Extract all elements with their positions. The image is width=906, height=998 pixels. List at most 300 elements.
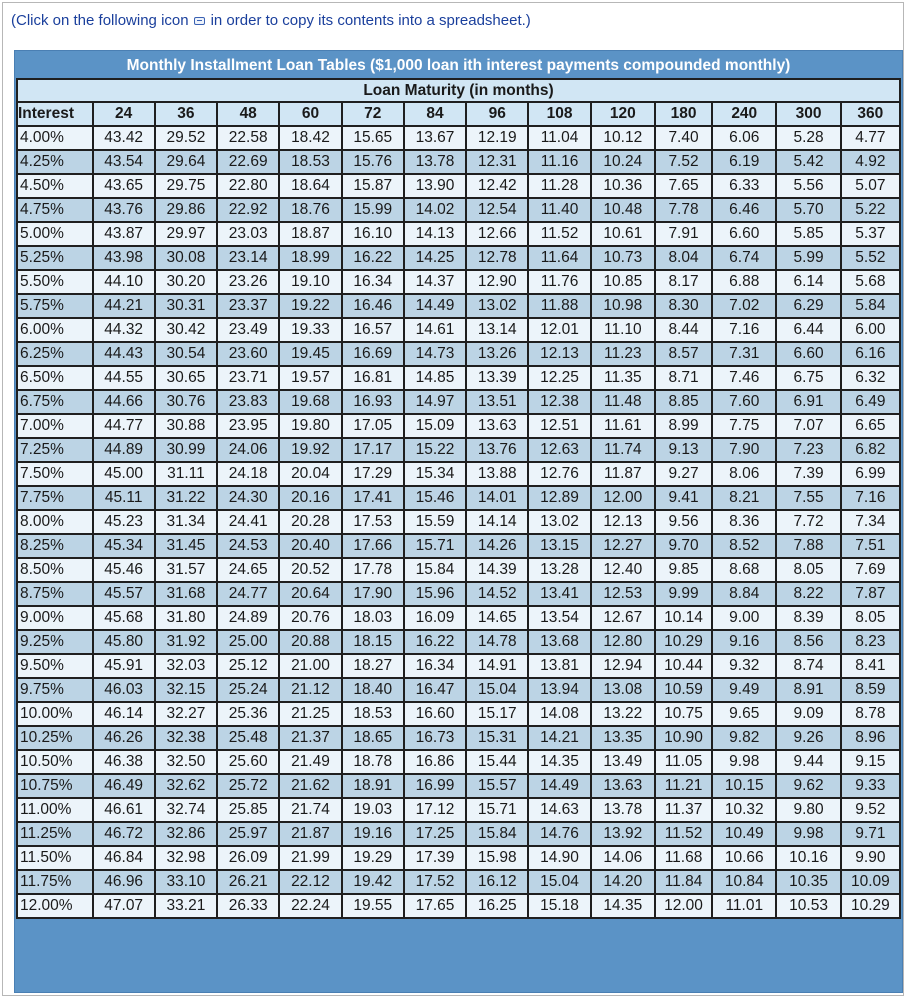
payment-cell: 44.77 [93, 414, 155, 438]
payment-cell: 13.08 [591, 678, 655, 702]
column-header-108: 108 [528, 102, 590, 126]
payment-cell: 45.91 [93, 654, 155, 678]
payment-cell: 6.00 [841, 318, 900, 342]
payment-cell: 21.49 [279, 750, 341, 774]
payment-cell: 4.77 [841, 126, 900, 150]
payment-cell: 25.97 [217, 822, 279, 846]
payment-cell: 13.67 [404, 126, 466, 150]
payment-cell: 12.13 [591, 510, 655, 534]
payment-cell: 15.99 [342, 198, 404, 222]
payment-cell: 31.68 [155, 582, 217, 606]
payment-cell: 13.63 [591, 774, 655, 798]
table-row [17, 246, 900, 270]
payment-cell: 21.87 [279, 822, 341, 846]
payment-cell: 14.97 [404, 390, 466, 414]
payment-cell: 16.22 [342, 246, 404, 270]
interest-rate-cell: 10.00% [17, 702, 93, 726]
payment-cell: 20.04 [279, 462, 341, 486]
payment-cell: 8.39 [776, 606, 840, 630]
payment-cell: 32.27 [155, 702, 217, 726]
column-header-120: 120 [591, 102, 655, 126]
payment-cell: 16.73 [404, 726, 466, 750]
payment-cell: 31.92 [155, 630, 217, 654]
payment-cell: 6.33 [712, 174, 776, 198]
interest-rate-cell: 5.50% [17, 270, 93, 294]
table-row [17, 870, 900, 894]
payment-cell: 15.57 [466, 774, 528, 798]
payment-cell: 8.96 [841, 726, 900, 750]
payment-cell: 44.21 [93, 294, 155, 318]
payment-cell: 9.71 [841, 822, 900, 846]
payment-cell: 15.65 [342, 126, 404, 150]
payment-cell: 7.60 [712, 390, 776, 414]
payment-cell: 14.78 [466, 630, 528, 654]
payment-cell: 12.25 [528, 366, 590, 390]
table-row [17, 294, 900, 318]
payment-cell: 11.64 [528, 246, 590, 270]
payment-cell: 6.06 [712, 126, 776, 150]
column-header-240: 240 [712, 102, 776, 126]
payment-cell: 25.36 [217, 702, 279, 726]
payment-cell: 19.29 [342, 846, 404, 870]
payment-cell: 7.55 [776, 486, 840, 510]
interest-rate-cell: 9.00% [17, 606, 93, 630]
payment-cell: 18.91 [342, 774, 404, 798]
payment-cell: 19.92 [279, 438, 341, 462]
payment-cell: 8.41 [841, 654, 900, 678]
payment-cell: 14.35 [528, 750, 590, 774]
payment-cell: 9.90 [841, 846, 900, 870]
table-title: Monthly Installment Loan Tables ($1,000 loan ith interest payments compounded monthly) [126, 57, 791, 74]
payment-cell: 22.58 [217, 126, 279, 150]
copy-instruction [11, 12, 531, 30]
payment-cell: 9.99 [655, 582, 712, 606]
payment-cell: 11.52 [655, 822, 712, 846]
payment-cell: 7.23 [776, 438, 840, 462]
payment-cell: 9.33 [841, 774, 900, 798]
payment-cell: 7.46 [712, 366, 776, 390]
payment-cell: 46.72 [93, 822, 155, 846]
payment-cell: 13.76 [466, 438, 528, 462]
payment-cell: 14.52 [466, 582, 528, 606]
payment-cell: 46.03 [93, 678, 155, 702]
interest-rate-cell: 11.50% [17, 846, 93, 870]
interest-rate-cell: 6.50% [17, 366, 93, 390]
payment-cell: 14.26 [466, 534, 528, 558]
table-row [17, 846, 900, 870]
payment-cell: 6.82 [841, 438, 900, 462]
payment-cell: 29.52 [155, 126, 217, 150]
payment-cell: 9.32 [712, 654, 776, 678]
table-row [17, 654, 900, 678]
payment-cell: 21.62 [279, 774, 341, 798]
payment-cell: 18.42 [279, 126, 341, 150]
payment-cell: 16.25 [466, 894, 528, 918]
payment-cell: 23.14 [217, 246, 279, 270]
payment-cell: 5.99 [776, 246, 840, 270]
payment-cell: 10.09 [841, 870, 900, 894]
payment-cell: 19.42 [342, 870, 404, 894]
payment-cell: 45.68 [93, 606, 155, 630]
payment-cell: 23.71 [217, 366, 279, 390]
payment-cell: 15.31 [466, 726, 528, 750]
column-header-360: 360 [841, 102, 900, 126]
payment-cell: 19.03 [342, 798, 404, 822]
payment-cell: 5.85 [776, 222, 840, 246]
payment-cell: 24.30 [217, 486, 279, 510]
payment-cell: 7.16 [712, 318, 776, 342]
table-row [17, 150, 900, 174]
payment-cell: 13.78 [591, 798, 655, 822]
payment-cell: 14.90 [528, 846, 590, 870]
payment-cell: 9.00 [712, 606, 776, 630]
payment-cell: 46.96 [93, 870, 155, 894]
payment-cell: 46.61 [93, 798, 155, 822]
payment-cell: 19.16 [342, 822, 404, 846]
payment-cell: 17.17 [342, 438, 404, 462]
payment-cell: 12.67 [591, 606, 655, 630]
payment-cell: 16.60 [404, 702, 466, 726]
column-header-48: 48 [217, 102, 279, 126]
payment-cell: 14.63 [528, 798, 590, 822]
payment-cell: 8.23 [841, 630, 900, 654]
payment-cell: 14.49 [404, 294, 466, 318]
interest-rate-cell: 6.25% [17, 342, 93, 366]
payment-cell: 5.52 [841, 246, 900, 270]
instruction-text-before: (Click on the following icon [11, 12, 189, 29]
table-row [17, 510, 900, 534]
payment-cell: 7.51 [841, 534, 900, 558]
payment-cell: 46.84 [93, 846, 155, 870]
payment-cell: 9.09 [776, 702, 840, 726]
payment-cell: 9.65 [712, 702, 776, 726]
table-row [17, 798, 900, 822]
payment-cell: 6.75 [776, 366, 840, 390]
payment-cell: 24.65 [217, 558, 279, 582]
table-row [17, 366, 900, 390]
payment-cell: 11.74 [591, 438, 655, 462]
payment-cell: 17.53 [342, 510, 404, 534]
interest-rate-cell: 4.50% [17, 174, 93, 198]
copy-icon[interactable] [194, 17, 205, 25]
payment-cell: 19.57 [279, 366, 341, 390]
payment-cell: 14.13 [404, 222, 466, 246]
payment-cell: 10.85 [591, 270, 655, 294]
payment-cell: 30.65 [155, 366, 217, 390]
payment-cell: 29.86 [155, 198, 217, 222]
payment-cell: 20.40 [279, 534, 341, 558]
payment-cell: 18.99 [279, 246, 341, 270]
payment-cell: 8.91 [776, 678, 840, 702]
payment-cell: 13.51 [466, 390, 528, 414]
payment-cell: 7.39 [776, 462, 840, 486]
payment-cell: 5.84 [841, 294, 900, 318]
payment-cell: 8.22 [776, 582, 840, 606]
payment-cell: 47.07 [93, 894, 155, 918]
payment-cell: 7.34 [841, 510, 900, 534]
payment-cell: 31.11 [155, 462, 217, 486]
payment-cell: 7.87 [841, 582, 900, 606]
payment-cell: 11.16 [528, 150, 590, 174]
payment-cell: 19.22 [279, 294, 341, 318]
payment-cell: 10.29 [655, 630, 712, 654]
payment-cell: 10.49 [712, 822, 776, 846]
column-header-36: 36 [155, 102, 217, 126]
table-row [17, 606, 900, 630]
payment-cell: 23.95 [217, 414, 279, 438]
payment-cell: 10.44 [655, 654, 712, 678]
payment-cell: 16.34 [404, 654, 466, 678]
payment-cell: 30.08 [155, 246, 217, 270]
payment-cell: 10.73 [591, 246, 655, 270]
interest-rate-cell: 5.25% [17, 246, 93, 270]
payment-cell: 9.62 [776, 774, 840, 798]
interest-rate-cell: 9.50% [17, 654, 93, 678]
payment-cell: 10.90 [655, 726, 712, 750]
payment-cell: 23.03 [217, 222, 279, 246]
payment-cell: 10.98 [591, 294, 655, 318]
payment-cell: 12.42 [466, 174, 528, 198]
payment-cell: 19.80 [279, 414, 341, 438]
payment-cell: 43.54 [93, 150, 155, 174]
payment-cell: 6.74 [712, 246, 776, 270]
payment-cell: 8.30 [655, 294, 712, 318]
payment-cell: 25.24 [217, 678, 279, 702]
payment-cell: 12.66 [466, 222, 528, 246]
payment-cell: 22.12 [279, 870, 341, 894]
payment-cell: 8.99 [655, 414, 712, 438]
payment-cell: 44.32 [93, 318, 155, 342]
payment-cell: 15.71 [466, 798, 528, 822]
payment-cell: 32.62 [155, 774, 217, 798]
payment-cell: 6.60 [712, 222, 776, 246]
payment-cell: 11.37 [655, 798, 712, 822]
payment-cell: 10.53 [776, 894, 840, 918]
payment-cell: 7.78 [655, 198, 712, 222]
interest-rate-cell: 10.25% [17, 726, 93, 750]
interest-rate-cell: 10.75% [17, 774, 93, 798]
payment-cell: 7.65 [655, 174, 712, 198]
payment-cell: 17.39 [404, 846, 466, 870]
payment-cell: 15.17 [466, 702, 528, 726]
payment-cell: 5.56 [776, 174, 840, 198]
payment-cell: 15.98 [466, 846, 528, 870]
payment-cell: 9.16 [712, 630, 776, 654]
payment-cell: 5.07 [841, 174, 900, 198]
payment-cell: 10.29 [841, 894, 900, 918]
payment-cell: 7.40 [655, 126, 712, 150]
payment-cell: 17.66 [342, 534, 404, 558]
payment-cell: 16.86 [404, 750, 466, 774]
table-row [17, 270, 900, 294]
payment-cell: 13.26 [466, 342, 528, 366]
payment-cell: 12.01 [528, 318, 590, 342]
payment-cell: 25.48 [217, 726, 279, 750]
payment-cell: 12.51 [528, 414, 590, 438]
payment-cell: 45.34 [93, 534, 155, 558]
interest-rate-cell: 11.00% [17, 798, 93, 822]
payment-cell: 10.75 [655, 702, 712, 726]
payment-cell: 12.19 [466, 126, 528, 150]
payment-cell: 45.23 [93, 510, 155, 534]
payment-cell: 13.88 [466, 462, 528, 486]
payment-cell: 13.54 [528, 606, 590, 630]
payment-cell: 12.38 [528, 390, 590, 414]
payment-cell: 24.77 [217, 582, 279, 606]
payment-cell: 24.53 [217, 534, 279, 558]
payment-cell: 6.49 [841, 390, 900, 414]
payment-cell: 10.61 [591, 222, 655, 246]
payment-cell: 32.03 [155, 654, 217, 678]
payment-cell: 13.35 [591, 726, 655, 750]
payment-cell: 32.38 [155, 726, 217, 750]
table-row [17, 678, 900, 702]
column-header-60: 60 [279, 102, 341, 126]
payment-cell: 12.76 [528, 462, 590, 486]
payment-cell: 18.53 [279, 150, 341, 174]
payment-cell: 5.28 [776, 126, 840, 150]
column-header-row [17, 102, 900, 126]
payment-cell: 24.89 [217, 606, 279, 630]
payment-cell: 10.66 [712, 846, 776, 870]
payment-cell: 9.70 [655, 534, 712, 558]
payment-cell: 11.68 [655, 846, 712, 870]
payment-cell: 11.76 [528, 270, 590, 294]
payment-cell: 13.15 [528, 534, 590, 558]
payment-cell: 23.60 [217, 342, 279, 366]
payment-cell: 7.31 [712, 342, 776, 366]
payment-cell: 16.69 [342, 342, 404, 366]
payment-cell: 14.37 [404, 270, 466, 294]
column-header-84: 84 [404, 102, 466, 126]
payment-cell: 16.81 [342, 366, 404, 390]
payment-cell: 11.88 [528, 294, 590, 318]
payment-cell: 5.42 [776, 150, 840, 174]
payment-cell: 8.74 [776, 654, 840, 678]
payment-cell: 11.23 [591, 342, 655, 366]
payment-cell: 11.28 [528, 174, 590, 198]
payment-cell: 13.90 [404, 174, 466, 198]
payment-cell: 6.19 [712, 150, 776, 174]
payment-cell: 45.57 [93, 582, 155, 606]
payment-cell: 13.41 [528, 582, 590, 606]
payment-cell: 8.06 [712, 462, 776, 486]
payment-cell: 13.78 [404, 150, 466, 174]
payment-cell: 14.08 [528, 702, 590, 726]
payment-cell: 17.78 [342, 558, 404, 582]
payment-cell: 6.14 [776, 270, 840, 294]
interest-rate-cell: 10.50% [17, 750, 93, 774]
payment-cell: 30.54 [155, 342, 217, 366]
payment-cell: 20.76 [279, 606, 341, 630]
table-row [17, 534, 900, 558]
payment-cell: 13.49 [591, 750, 655, 774]
payment-cell: 18.78 [342, 750, 404, 774]
payment-cell: 8.68 [712, 558, 776, 582]
payment-cell: 32.74 [155, 798, 217, 822]
payment-cell: 17.29 [342, 462, 404, 486]
interest-rate-cell: 8.25% [17, 534, 93, 558]
payment-cell: 20.88 [279, 630, 341, 654]
payment-cell: 33.21 [155, 894, 217, 918]
payment-cell: 9.13 [655, 438, 712, 462]
payment-cell: 18.27 [342, 654, 404, 678]
payment-cell: 17.65 [404, 894, 466, 918]
payment-cell: 14.76 [528, 822, 590, 846]
payment-cell: 17.41 [342, 486, 404, 510]
payment-cell: 46.26 [93, 726, 155, 750]
payment-cell: 29.97 [155, 222, 217, 246]
payment-cell: 12.94 [591, 654, 655, 678]
payment-cell: 12.89 [528, 486, 590, 510]
payment-cell: 12.00 [591, 486, 655, 510]
payment-cell: 21.74 [279, 798, 341, 822]
payment-cell: 17.90 [342, 582, 404, 606]
payment-cell: 7.90 [712, 438, 776, 462]
payment-cell: 18.40 [342, 678, 404, 702]
payment-cell: 6.44 [776, 318, 840, 342]
payment-cell: 10.36 [591, 174, 655, 198]
payment-cell: 21.37 [279, 726, 341, 750]
payment-cell: 6.16 [841, 342, 900, 366]
payment-cell: 30.76 [155, 390, 217, 414]
payment-cell: 14.39 [466, 558, 528, 582]
payment-cell: 13.68 [528, 630, 590, 654]
payment-cell: 10.16 [776, 846, 840, 870]
payment-cell: 9.52 [841, 798, 900, 822]
payment-cell: 16.34 [342, 270, 404, 294]
payment-cell: 24.06 [217, 438, 279, 462]
payment-cell: 15.18 [528, 894, 590, 918]
payment-cell: 32.98 [155, 846, 217, 870]
payment-cell: 12.40 [591, 558, 655, 582]
payment-cell: 11.52 [528, 222, 590, 246]
loan-maturity-header: Loan Maturity (in months) [17, 79, 900, 102]
payment-cell: 6.29 [776, 294, 840, 318]
payment-cell: 44.55 [93, 366, 155, 390]
payment-cell: 14.61 [404, 318, 466, 342]
payment-cell: 7.02 [712, 294, 776, 318]
content-frame [2, 2, 904, 996]
payment-cell: 22.24 [279, 894, 341, 918]
payment-cell: 30.31 [155, 294, 217, 318]
payment-cell: 30.88 [155, 414, 217, 438]
payment-cell: 20.52 [279, 558, 341, 582]
payment-cell: 5.22 [841, 198, 900, 222]
payment-cell: 18.15 [342, 630, 404, 654]
payment-cell: 6.99 [841, 462, 900, 486]
payment-cell: 7.07 [776, 414, 840, 438]
column-header-180: 180 [655, 102, 712, 126]
loan-table-panel [14, 50, 903, 993]
interest-rate-cell: 6.00% [17, 318, 93, 342]
table-row [17, 414, 900, 438]
payment-cell: 43.76 [93, 198, 155, 222]
interest-rate-cell: 8.00% [17, 510, 93, 534]
payment-cell: 17.52 [404, 870, 466, 894]
payment-cell: 5.70 [776, 198, 840, 222]
table-row [17, 174, 900, 198]
payment-cell: 11.48 [591, 390, 655, 414]
payment-cell: 11.04 [528, 126, 590, 150]
column-header-24: 24 [93, 102, 155, 126]
payment-cell: 6.88 [712, 270, 776, 294]
payment-cell: 5.68 [841, 270, 900, 294]
payment-cell: 9.26 [776, 726, 840, 750]
interest-rate-cell: 9.75% [17, 678, 93, 702]
interest-rate-cell: 7.25% [17, 438, 93, 462]
payment-cell: 9.15 [841, 750, 900, 774]
